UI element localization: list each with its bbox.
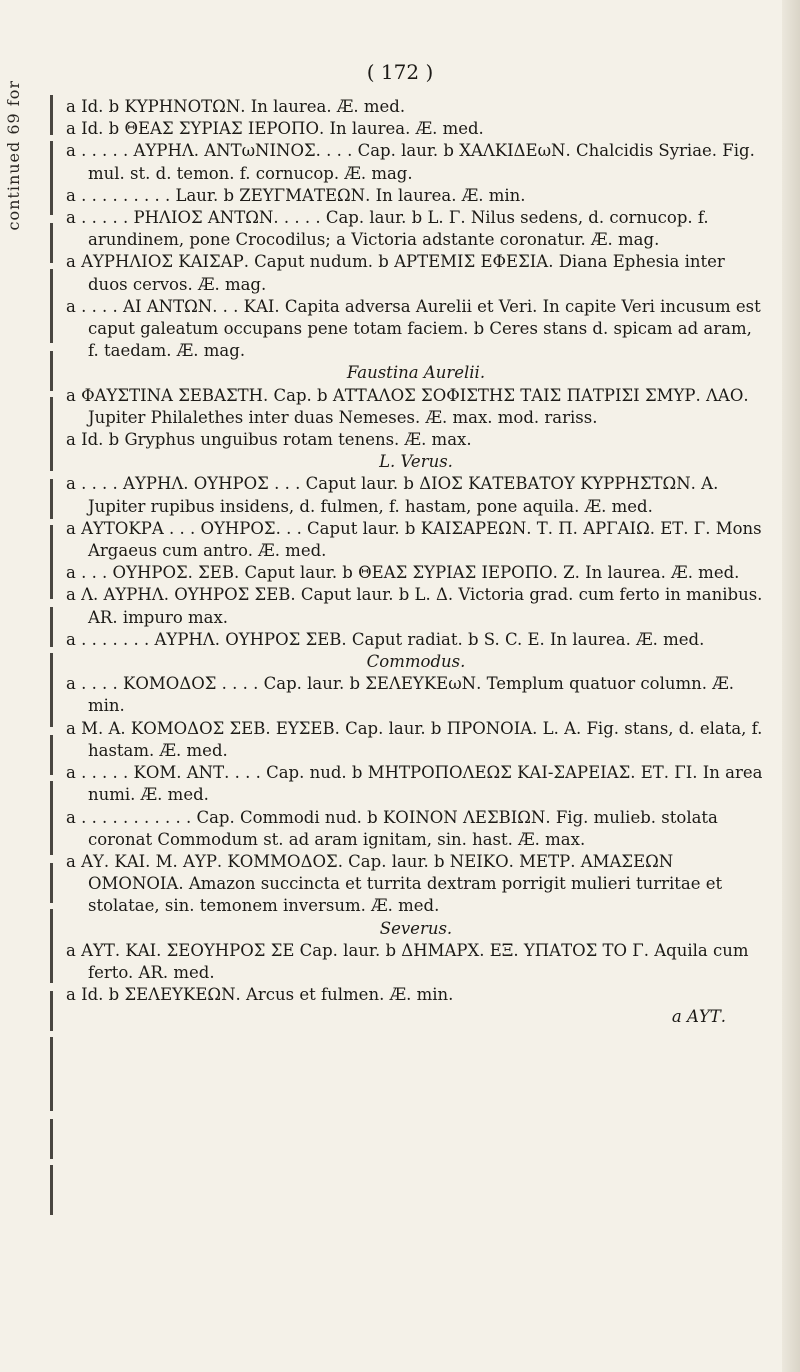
section-heading: Faustina Aurelii. bbox=[346, 363, 486, 383]
section-heading: Commodus. bbox=[366, 652, 466, 672]
entry: a . . . . ΑΥΡΗΛ. ΟΥΗΡΟΣ . . . Caput laur. b ΔΙΟΣ ΚΑΤΕΒΑΤΟΥ ΚΥΡΡΗΣΤΩΝ. A. Jupiter rupibus insidens, d. fulmen, f. hastam, pone aquila. Æ. med. bbox=[66, 474, 719, 516]
section-heading: L. Verus. bbox=[379, 452, 453, 472]
entry: a ΑΥΡΗΛΙΟΣ ΚΑΙΣΑΡ. Caput nudum. b ΑΡΤΕΜΙΣ ΕΦΕΣΙΑ. Diana Ephesia inter duos cervos. Æ. mag. bbox=[66, 252, 725, 294]
entry: a Μ. Α. ΚΟΜΟΔΟΣ ΣΕΒ. ΕΥΣΕΒ. Cap. laur. b ΠΡΟΝΟΙΑ. L. Α. Fig. stans, d. elata, f. hastam. Æ. med. bbox=[66, 718, 763, 760]
page-edge bbox=[782, 0, 800, 1372]
entry: a ΑΥΤΟΚΡΑ . . . ΟΥΗΡΟΣ. . . Caput laur. b ΚΑΙΣΑΡΕΩΝ. Τ. Π. ΑΡΓΑΙΩ. ΕΤ. Γ. Mons Argaeus cum antro. Æ. med. bbox=[66, 518, 762, 561]
section-heading: Severus. bbox=[379, 918, 453, 938]
entry: a ΦΑΥΣΤΙΝΑ ΣΕΒΑΣΤΗ. Cap. b ΑΤΤΑΛΟΣ ΣΟΦΙΣΤΗΣ ΤΑΙΣ ΠΑΤΡΙΣΙ ΣΜΥΡ. ΛΑΟ. Jupiter Philalethes inter duas Nemeses. Æ. max. mod. rariss. bbox=[66, 385, 749, 427]
page-number: ( 172 ) bbox=[366, 60, 434, 84]
entry: a Id. b Gryphus unguibus rotam tenens. Æ. max. bbox=[66, 430, 472, 450]
entry: a . . . . . . . . . . . Cap. Commodi nud. b ΚΟΙΝΟΝ ΛΕΣΒΙΩΝ. Fig. mulieb. stolata coronat Commodum st. ad aram ignitam, sin. hast. Æ. max. bbox=[66, 807, 718, 849]
catchword: a ΑΥΤ. bbox=[671, 1007, 726, 1027]
entry: a Id. b ΚΥΡΗΝΟΤΩΝ. In laurea. Æ. med. bbox=[66, 97, 406, 116]
entry: a Id. b ΣΕΛΕΥΚΕΩΝ. Arcus et fulmen. Æ. min. bbox=[66, 985, 454, 1005]
entry: a Λ. ΑΥΡΗΛ. ΟΥΗΡΟΣ ΣΕΒ. Caput laur. b L. Δ. Victoria grad. cum ferto in manibus. AR. impuro max. bbox=[66, 585, 763, 627]
entry: a . . . . . . . ΑΥΡΗΛ. ΟΥΗΡΟΣ ΣΕΒ. Caput radiat. b S. C. E. In laurea. Æ. med. bbox=[66, 629, 705, 649]
entry: a . . . . . ΚΟΜ. ΑΝΤ. . . . Cap. nud. b ΜΗΤΡΟΠΟΛΕΩΣ ΚΑΙ-ΣΑΡΕΙΑΣ. ΕΤ. ΓΙ. In area numi. Æ. med. bbox=[66, 763, 763, 805]
entry: a ΑΥΤ. ΚΑΙ. ΣΕΟΥΗΡΟΣ ΣΕ Cap. laur. b ΔΗΜΑΡΧ. ΕΞ. ΥΠΑΤΟΣ ΤΟ Γ. Aquila cum ferto. AR. med. bbox=[66, 940, 749, 982]
entry: a . . . . . ΡΗΛΙΟΣ ΑΝΤΩΝ. . . . . Cap. laur. b L. Γ. Nilus sedens, d. cornucop. f. arundinem, pone Crocodilus; a Victoria adstante coronatur. Æ. mag. bbox=[66, 208, 709, 250]
catalog-text bbox=[66, 96, 766, 1029]
entry: a . . . . . ΑΥΡΗΛ. ΑΝΤωΝΙΝΟΣ. . . . Cap. laur. b ΧΑΛΚΙΔΕωΝ. Chalcidis Syriae. Fig. mul. st. d. temon. f. cornucop. Æ. mag. bbox=[66, 141, 755, 183]
left-margin-rule bbox=[50, 95, 53, 1215]
entry: a . . . . . . . . . Laur. b ΖΕΥΓΜΑΤΕΩΝ. In laurea. Æ. min. bbox=[66, 185, 526, 205]
entry: a . . . ΟΥΗΡΟΣ. ΣΕΒ. Caput laur. b ΘΕΑΣ ΣΥΡΙΑΣ ΙΕΡΟΠΟ. Ζ. In laurea. Æ. med. bbox=[66, 563, 740, 583]
margin-handwritten-note: continued 69 for bbox=[4, 80, 23, 231]
entry: a . . . . ΑΙ ΑΝΤΩΝ. . . ΚΑΙ. Capita adversa Aurelii et Veri. In capite Veri incusum est caput galeatum occupans pene totam faciem. b Ceres stans d. spicam ad aram, f. taedam. Æ. mag. bbox=[66, 296, 761, 361]
entry: a ΑΥ. ΚΑΙ. Μ. ΑΥΡ. ΚΟΜΜΟΔΟΣ. Cap. laur. b ΝΕΙΚΟ. ΜΕΤΡ. ΑΜΑΣΕΩΝ ΟΜΟΝΟΙΑ. Amazon succincta et turrita dextram porrigit mulieri turritae et stolatae, sin. temonem inversum. Æ. med. bbox=[66, 851, 723, 916]
entry: a Id. b ΘΕΑΣ ΣΥΡΙΑΣ ΙΕΡΟΠΟ. In laurea. Æ. med. bbox=[66, 119, 484, 139]
entry: a . . . . ΚΟΜΟΔΟΣ . . . . Cap. laur. b ΣΕΛΕΥΚΕωΝ. Templum quatuor column. Æ. min. bbox=[66, 674, 735, 716]
